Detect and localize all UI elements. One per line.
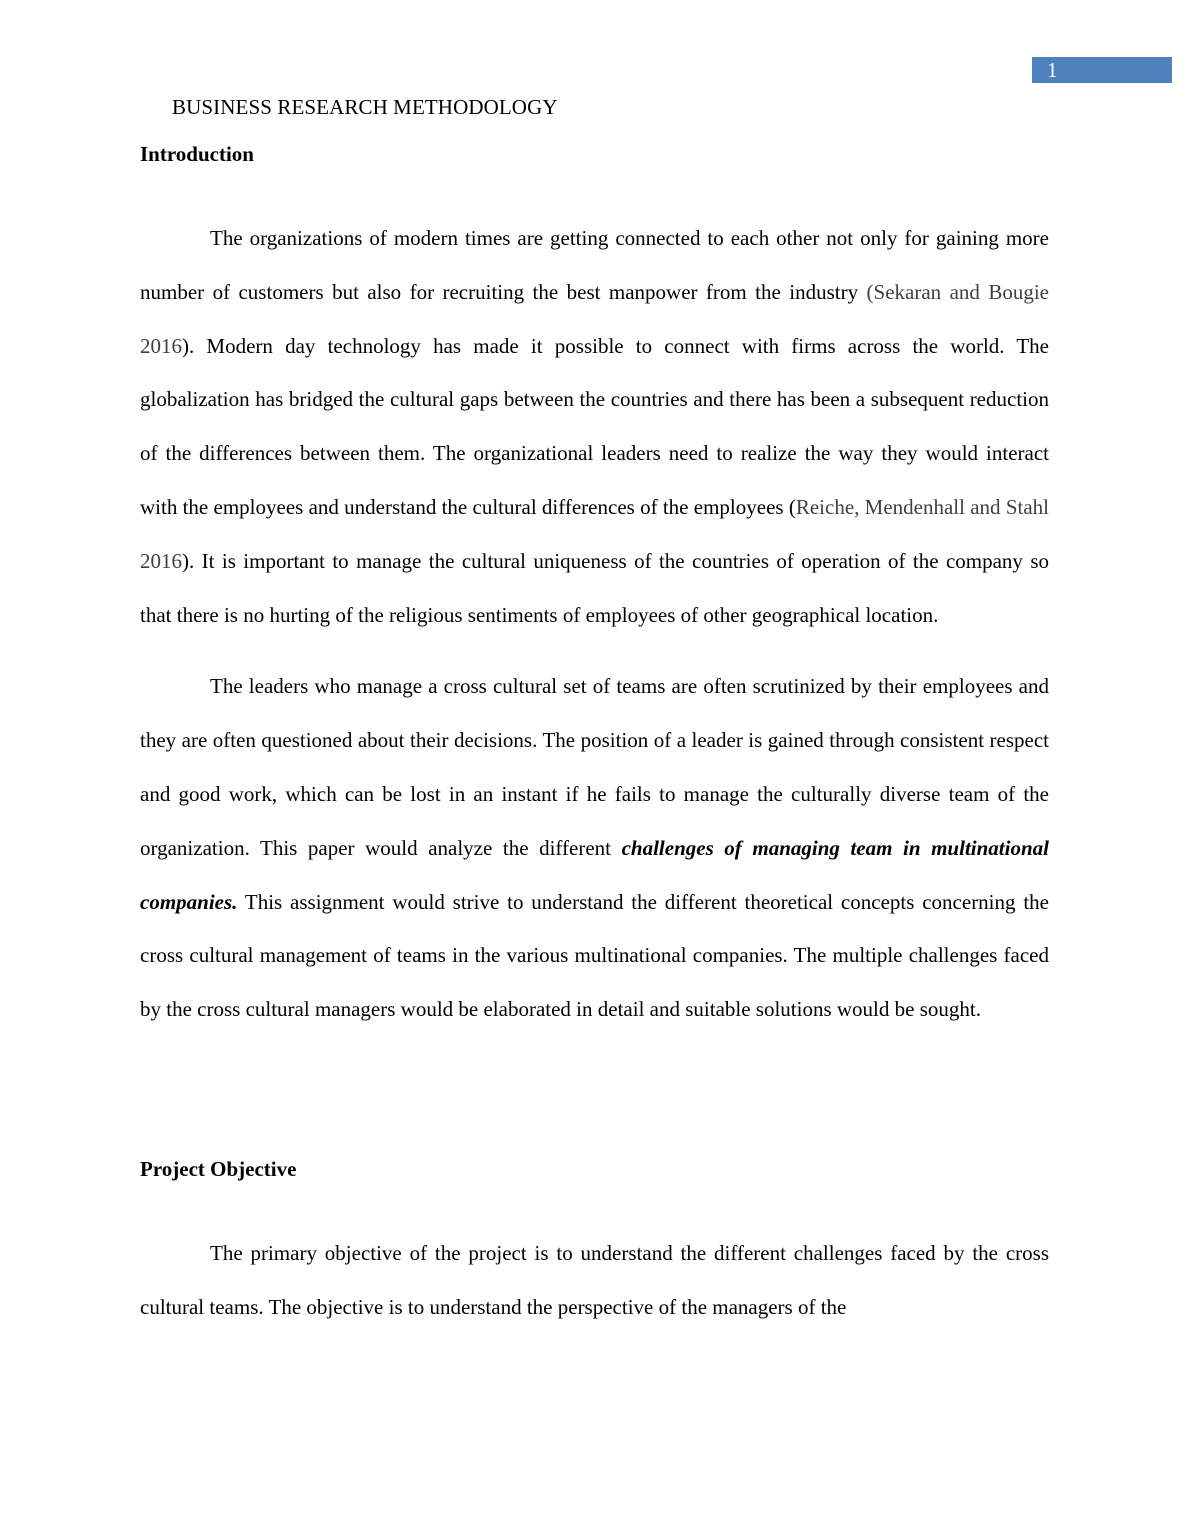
page-number-badge: [1032, 57, 1172, 83]
introduction-paragraph-2: [140, 660, 1049, 1037]
paragraph-text: ). It is important to manage the cultural uniqueness of the countries of operation of the company so that there is no hurting of the religious sentiments of employees of other geographical location.: [140, 548, 1049, 627]
project-objective-heading: Project Objective: [140, 1156, 297, 1181]
running-title: BUSINESS RESEARCH METHODOLOGY: [172, 95, 558, 119]
paragraph-text: This assignment would strive to understand the different theoretical concepts concerning the cross cultural management of teams in the various multinational companies. The multiple challenges faced by the cross cultural managers would be elaborated in detail and suitable solutions would be sought.: [140, 889, 1049, 1022]
project-objective-paragraph-1: The primary objective of the project is to understand the different challenges faced by the cross cultural teams. The objective is to understand the perspective of the managers of the: [140, 1240, 1049, 1319]
introduction-paragraph-1: [140, 212, 1049, 642]
introduction-heading: Introduction: [140, 142, 254, 166]
paragraph-text: The leaders who manage a cross cultural set of teams are often scrutinized by their employees and they are often questioned about their decisions. The position of a leader is gained through consistent respect and good work, which can be lost in an instant if he fails to manage the culturally diverse team of the organization. This paper would analyze the different: [140, 674, 1049, 860]
citation-sekaran-bougie: (Sekaran and Bougie 2016: [140, 279, 1049, 358]
document-body: [140, 140, 1049, 1335]
page-number: 1: [1047, 58, 1058, 82]
paragraph-text: ). Modern day technology has made it possible to connect with firms across the world. The globalization has bridged the cultural gaps between the countries and there has been a subsequent reduction of the differences between them. The organizational leaders need to realize the way they would interact with the employees and understand the cultural differences of the employees (: [140, 333, 1049, 519]
citation-reiche-mendenhall-stahl: Reiche, Mendenhall and Stahl 2016: [140, 494, 1049, 573]
emphasized-topic: challenges of managing team in multinational companies.: [140, 835, 1049, 914]
paragraph-text: The organizations of modern times are getting connected to each other not only for gaining more number of customers but also for recruiting the best manpower from the industry: [140, 226, 1049, 304]
